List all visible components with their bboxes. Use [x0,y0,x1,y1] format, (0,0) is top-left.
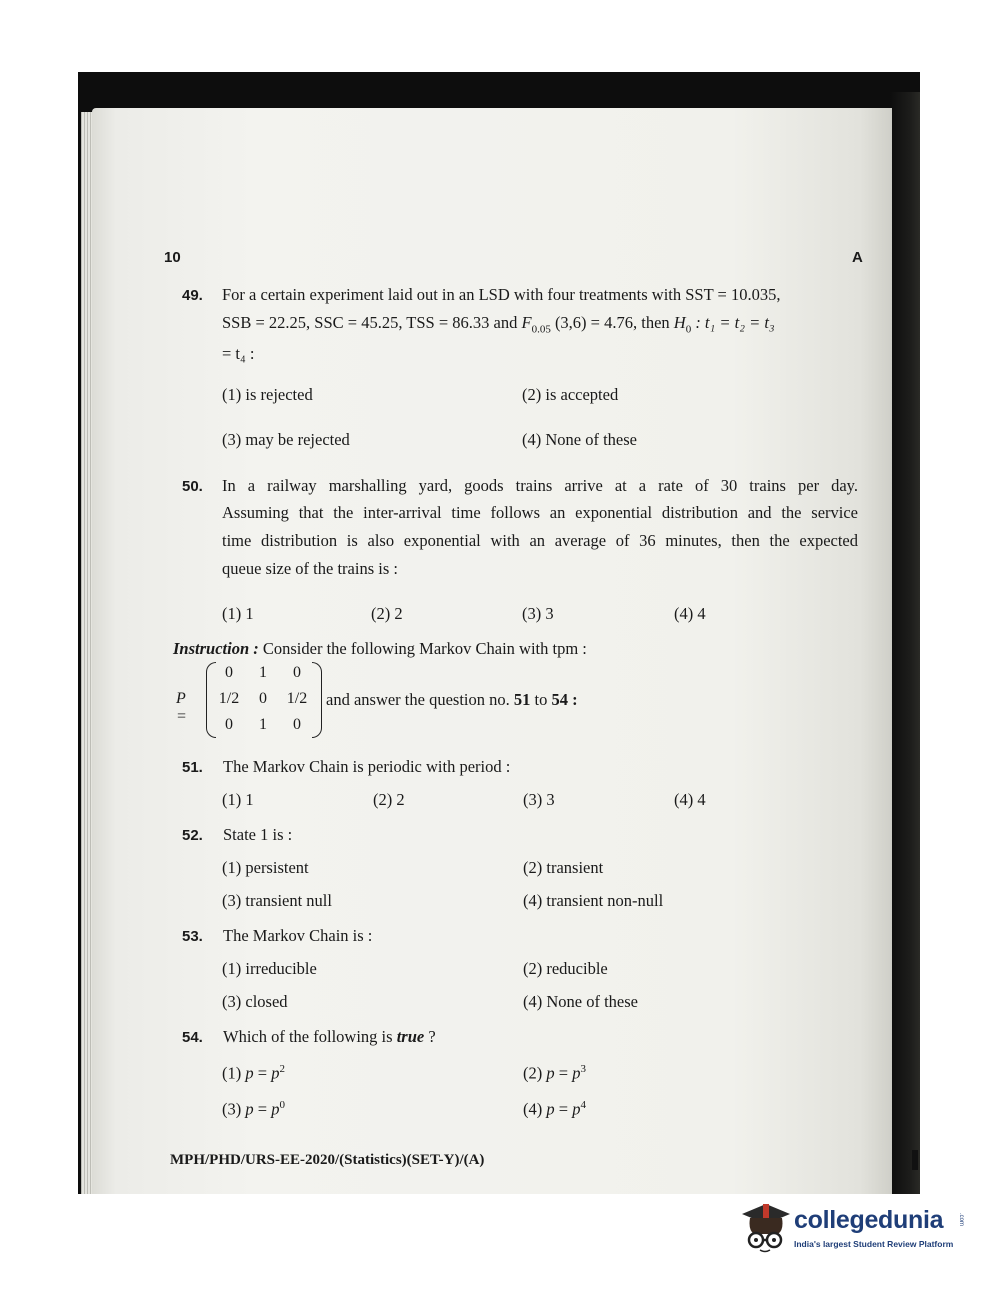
question-number-51: 51. [182,759,203,776]
option-equals: = [558,1099,569,1119]
option-lhs: p [245,1063,254,1083]
matrix-cell: 0 [293,716,301,733]
q51-option-2: (2) 2 [373,790,405,809]
instruction-text: Consider the following Markov Chain with tpm : [262,639,587,658]
instruction-from-question: 51 [513,690,531,709]
q49-line2-pre: SSB = 22.25, SSC = 45.25, TSS = 86.33 and [222,313,518,332]
question-number-53: 53. [182,928,203,945]
q50-line3: time distribution is also exponential with an average of 36 minutes, then the expected [222,531,858,550]
q52-option-4: (4) transient non-null [523,891,664,910]
logo-brand-text: collegedunia [794,1206,944,1234]
q51-option-4: (4) 4 [674,790,706,809]
matrix-p-label: P = [176,690,187,725]
matrix-right-bracket [312,662,322,738]
q49-option-2: (2) is accepted [522,385,619,404]
instruction-to-question: 54 : [551,690,578,709]
q50-option-1: (1) 1 [222,604,254,623]
q53-option-3: (3) closed [222,992,288,1011]
h-symbol: H [673,313,686,332]
hypothesis-tail: : t₁ = t₂ = t₃ [695,313,775,332]
question-number-49: 49. [182,287,203,304]
option-lhs: p [546,1063,555,1083]
q51-option-3: (3) 3 [523,790,555,809]
matrix-cell: 1 [259,716,267,733]
q49-option-3: (3) may be rejected [222,430,350,449]
q49-option-1: (1) is rejected [222,385,313,404]
matrix-cell: 0 [293,664,301,681]
logo-dotcom: .com [958,1213,964,1227]
q54-option-1 [222,1063,285,1084]
q50-line1: In a railway marshalling yard, goods trains arrive at a rate of 30 trains per day. [222,476,858,495]
matrix-cell: 0 [225,716,233,733]
q53-text: The Markov Chain is : [223,926,373,945]
q50-option-2: (2) 2 [371,604,403,623]
q54-text [223,1027,436,1047]
q54-option-3 [222,1099,285,1120]
f-symbol: F [521,313,532,332]
instruction-to-word: to [534,690,548,709]
option-exponent: 2 [279,1063,285,1075]
page-number: 10 [164,249,181,266]
q53-option-4: (4) None of these [523,992,639,1011]
q49-line1: For a certain experiment laid out in an LSD with four treatments with SST = 10.035, [222,285,781,304]
collegedunia-logo [738,1198,963,1260]
q52-option-2: (2) transient [523,858,604,877]
q49-line2-post: (3,6) = 4.76, then [554,313,670,332]
matrix-cell: 0 [225,664,233,681]
f-subscript: 0.05 [531,323,551,336]
option-base: p [271,1099,280,1119]
binding-shadow [890,92,920,1194]
option-base: p [572,1099,581,1119]
q52-option-1: (1) persistent [222,858,309,877]
option-exponent: 0 [279,1099,285,1111]
q49-line3: = t₄ : [222,344,255,363]
instruction-after-text: and answer the question no. [326,690,510,709]
question-number-52: 52. [182,827,203,844]
q54-text-emphasis: true [396,1027,425,1046]
instruction [173,639,587,659]
instruction-after-matrix [326,690,578,710]
paper-code-footer: MPH/PHD/URS-EE-2020/(Statistics)(SET-Y)/(A) [170,1152,485,1168]
option-base: p [271,1063,280,1083]
option-lhs: p [546,1099,555,1119]
edge-mark [912,1150,918,1170]
option-equals: = [558,1063,569,1083]
q50-option-3: (3) 3 [522,604,554,623]
q52-option-3: (3) transient null [222,891,332,910]
q50-line4: queue size of the trains is : [222,559,398,578]
q54-text-pre: Which of the following is [223,1027,393,1046]
option-number: (4) [523,1099,543,1119]
matrix-cell: 0 [259,690,267,707]
h-subscript: 0 [685,323,692,336]
set-letter: A [852,249,863,266]
q49-line2 [222,313,775,335]
q49-option-4: (4) None of these [522,430,638,449]
option-number: (2) [523,1063,543,1083]
option-equals: = [257,1099,268,1119]
option-exponent: 3 [580,1063,586,1075]
question-number-54: 54. [182,1029,203,1046]
option-number: (3) [222,1099,242,1119]
option-equals: = [257,1063,268,1083]
graduate-mascot-icon [738,1200,792,1256]
q52-text: State 1 is : [223,825,293,844]
q54-option-4 [523,1099,586,1120]
q54-option-2 [523,1063,586,1084]
matrix-cell: 1 [259,664,267,681]
instruction-label: Instruction : [173,639,259,658]
scanned-page-photo [78,72,920,1194]
matrix-cell: 1/2 [218,690,240,707]
q50-line2: Assuming that the inter-arrival time follows an exponential distribution and the service [222,503,858,522]
option-exponent: 4 [580,1099,586,1111]
matrix-cell: 1/2 [286,690,308,707]
q53-option-1: (1) irreducible [222,959,317,978]
option-number: (1) [222,1063,242,1083]
logo-tagline: India's largest Student Review Platform [794,1239,954,1249]
option-lhs: p [245,1099,254,1119]
q51-option-1: (1) 1 [222,790,254,809]
q53-option-2: (2) reducible [523,959,608,978]
option-base: p [572,1063,581,1083]
question-number-50: 50. [182,478,203,495]
q51-text: The Markov Chain is periodic with period : [223,757,511,776]
q54-text-post: ? [428,1027,436,1046]
q50-option-4: (4) 4 [674,604,706,623]
